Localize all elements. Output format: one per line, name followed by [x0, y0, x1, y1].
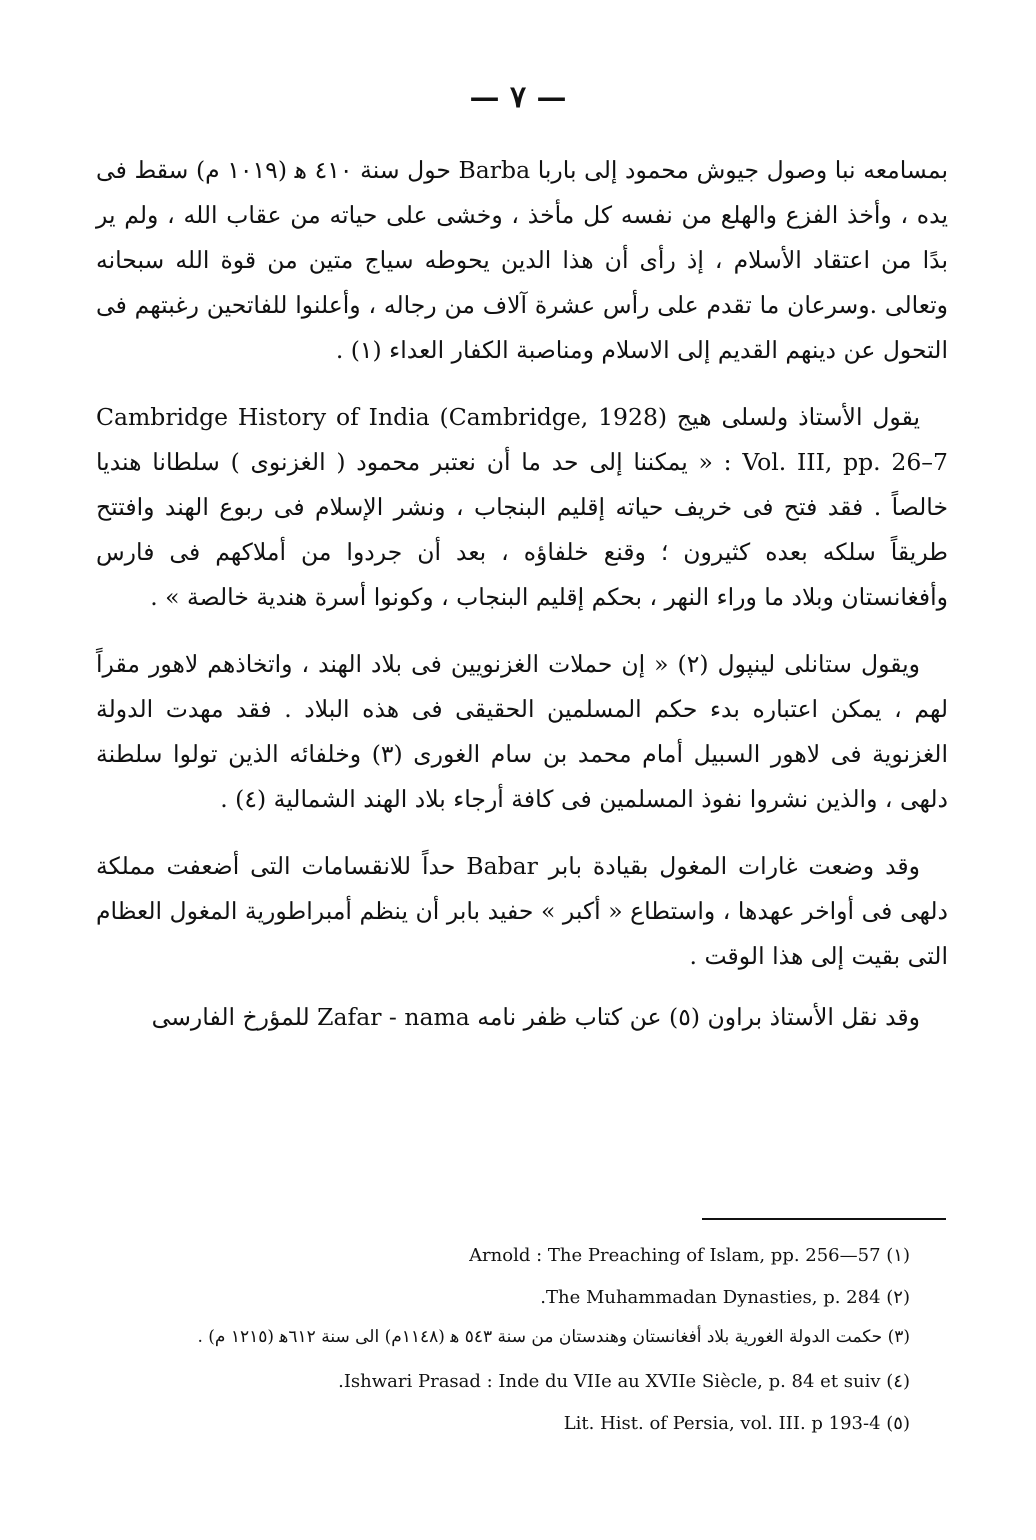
paragraph: وقد نقل الأستاذ براون (٥) عن كتاب ظفر نامه Zafar - nama للمؤرخ الفارسى — [151, 1003, 920, 1031]
footnote: (٣) حكمت الدولة الغورية بلاد أفغانستان وهندستان من سنة ٥٤٣ ﻫ (١١٤٨م) الى سنة ٦١٢ﻫ (١٢١٥ م) . — [197, 1327, 910, 1347]
footnote: (١) Arnold : The Preaching of Islam, pp. 256—57 — [469, 1245, 910, 1266]
paragraph: وقد وضعت غارات المغول بقيادة بابر Babar حداً للانقسامات التى أضعفت مملكة دلهى فى أواخر عهدها ، واستطاع « أكبر » حفيد بابر أن ينظم أمبراطورية المغول العظام التى بقيت إلى هذا الوقت . — [96, 852, 948, 970]
footnote: (٤) Ishwari Prasad : Inde du VIIe au XVIIe Siècle, p. 84 et suiv. — [338, 1371, 910, 1392]
footnote-divider — [702, 1218, 946, 1220]
footnote: (٥) Lit. Hist. of Persia, vol. III. p 193-4 — [563, 1413, 910, 1434]
paragraph: ويقول ستانلى لينپول (٢) « إن حملات الغزنويين فى بلاد الهند ، واتخاذهم لاهور مقراً لهم ، يمكن اعتباره بدء حكم المسلمين الحقيقى فى هذه البلاد . فقد مهدت الدولة الغزنوية فى لاهور السبيل أمام محمد بن سام الغورى (٣) وخلفائه الذين تولوا سلطنة دلهى ، والذين نشروا نفوذ المسلمين فى كافة أرجاء بلاد الهند الشمالية (٤) . — [96, 650, 948, 813]
footnotes — [96, 1235, 910, 1445]
page-number: — ٧ — — [469, 80, 567, 115]
footnote: (٢) The Muhammadan Dynasties, p. 284. — [540, 1287, 910, 1308]
body-text — [96, 148, 948, 1040]
paragraph: بمسامعه نبا وصول جيوش محمود إلى باربا Barba حول سنة ٤١٠ ﻫ (١٠١٩ م) سقط فى يده ، وأخذ الفزع والهلع من نفسه كل مأخذ ، وخشى على حياته من عقاب الله ، ولم ير بدًا من اعتقاد الأسلام ، إذ رأى أن هذا الدين يحوطه سياج متين من قوة الله سبحانه وتعالى .وسرعان ما تقدم على رأس عشرة آلاف من رجاله ، وأعلنوا للفاتحين رغبتهم فى التحول عن دينهم القديم إلى الاسلام ومناصبة الكفار العداء (١) . — [96, 156, 948, 364]
paragraph: يقول الأستاذ ولسلى هيج Cambridge History of India (Cambridge, 1928) Vol. III, pp. 26–7 : « يمكننا إلى حد ما أن نعتبر محمود ( الغزنوى ) سلطانا هنديا خالصاً . فقد فتح فى خريف حياته إقليم البنجاب ، ونشر الإسلام فى ربوع الهند وافتتح طريقاً سلكه بعده كثيرون ؛ وقنع خلفاؤه ، بعد أن جردوا من أملاكهم فى فارس وأفغانستان وبلاد ما وراء النهر ، بحكم إقليم البنجاب ، وكونوا أسرة هندية خالصة » . — [96, 403, 948, 611]
